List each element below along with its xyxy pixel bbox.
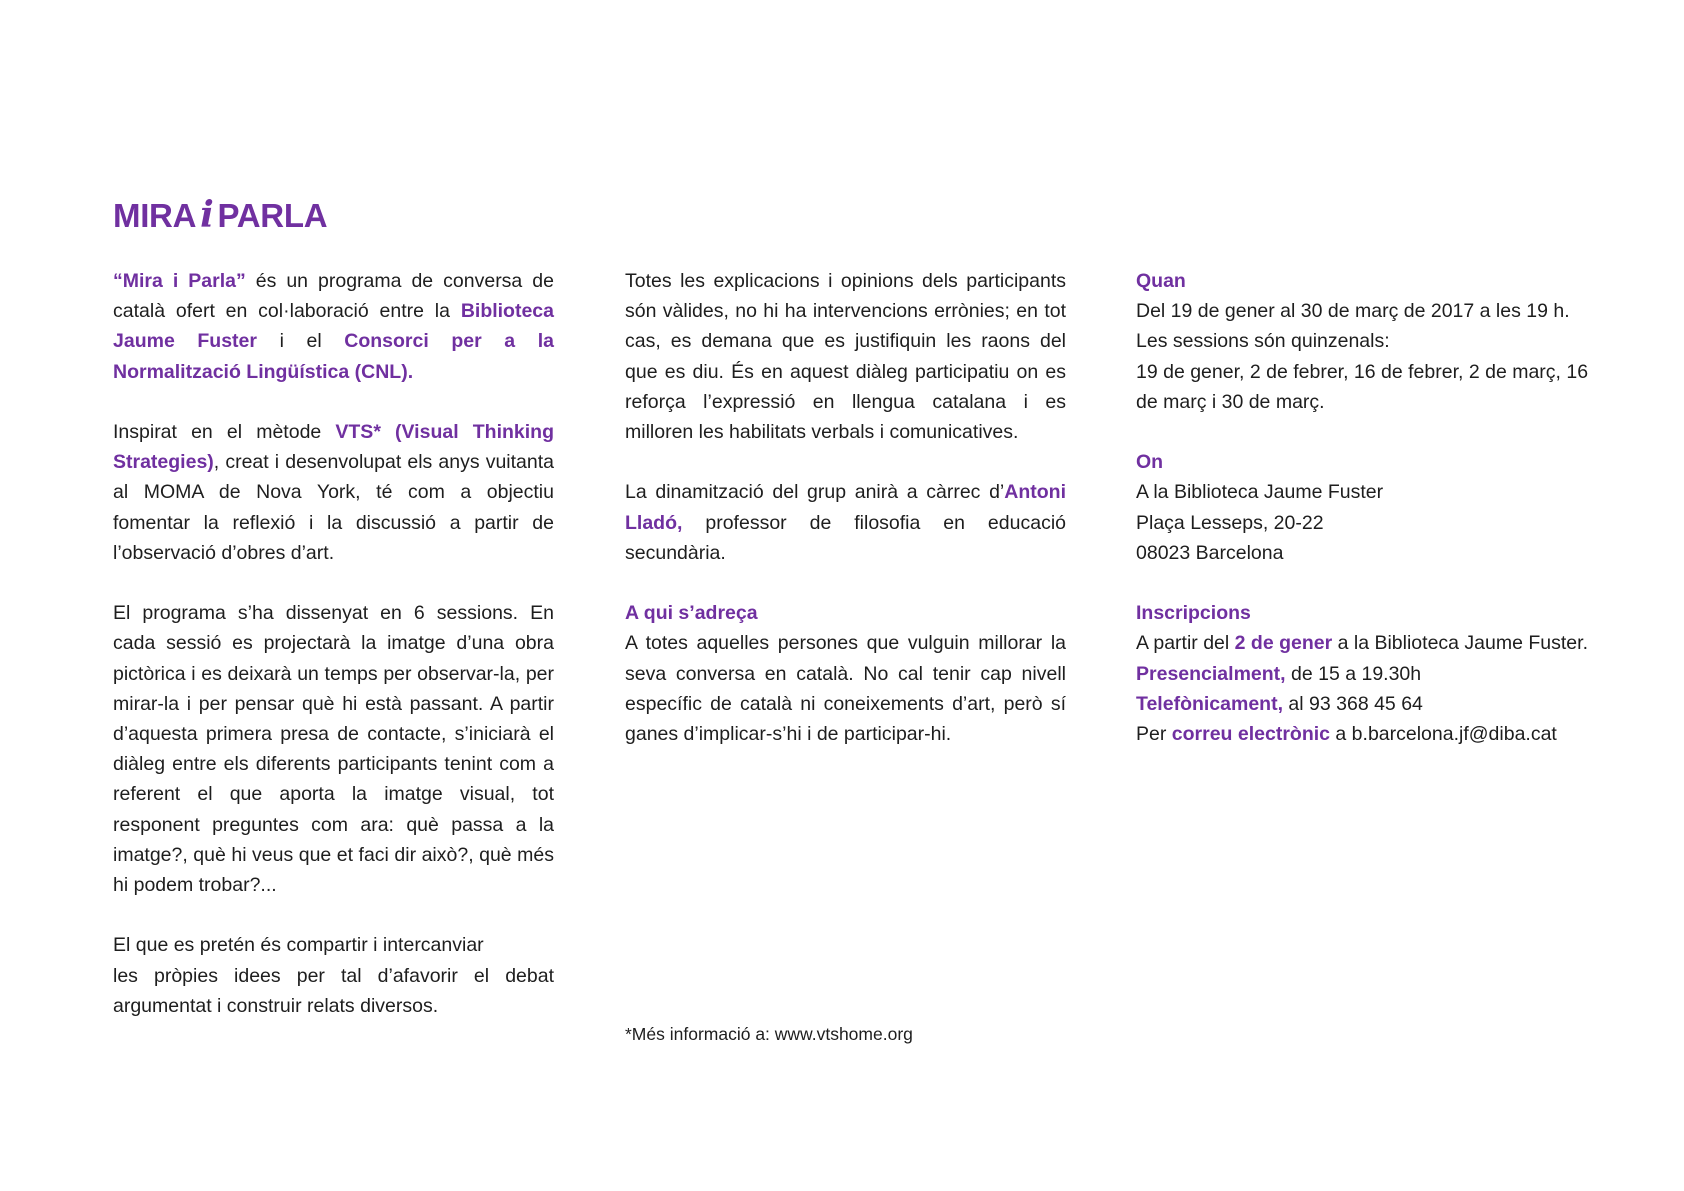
signup-text-end: a la Biblioteca Jaume Fuster.: [1332, 632, 1588, 655]
column-info: [1136, 266, 1606, 749]
facilitator-name: Antoni Lladó,: [625, 481, 1066, 534]
library-name: Biblioteca Jaume Fuster: [113, 300, 554, 353]
where-line-3: 08023 Barcelona: [1136, 541, 1284, 564]
signup-section: [1136, 598, 1606, 749]
when-heading: Quan: [1136, 270, 1186, 292]
goal-paragraph: [113, 930, 554, 1021]
signup-date: 2 de gener: [1234, 632, 1333, 655]
sessions-paragraph: El programa s’ha dissenyat en 6 sessions. En cada sessió es projectarà la imatge d’una obra pictòrica i es deixarà un temps per observar-la, per mirar-la i per pensar què hi està passant. A partir d’aquesta primera presa de contacte, s’iniciarà el diàleg entre els diferents participants tenint com a referent el que aporta la imatge visual, tot responent preguntes com ara: què passa a la imatge?, què hi veus que et faci dir això?, què més hi podem trobar?...: [113, 602, 554, 897]
column-details: [625, 266, 1066, 749]
method-text-start: Inspirat en el mètode: [113, 421, 336, 443]
facilitator-text-start: La dinamització del grup anirà a càrrec d’: [625, 481, 1005, 504]
audience-text: A totes aquelles persones que vulguin millorar la seva conversa en català. No cal tenir cap nivell específic de català ni coneixements d’art, però sí ganes d’implicar-s’hi i de participar-hi.: [625, 632, 1066, 746]
where-section: [1136, 447, 1606, 568]
signup-inperson: [1136, 659, 1606, 689]
phone-number: al 93 368 45 64: [1283, 692, 1423, 715]
goal-line-1: El que es pretén és compartir i intercanviar: [113, 934, 484, 957]
signup-email: [1136, 719, 1606, 749]
sessions-dates: 19 de gener, 2 de febrer, 16 de febrer, 2 de març, 16 de març i 30 de març.: [1136, 360, 1589, 413]
sessions-label: Les sessions són quinzenals:: [1136, 330, 1390, 353]
audience-section: [625, 598, 1066, 749]
signup-text-start: A partir del: [1136, 632, 1235, 655]
facilitator-text-end: professor de filosofia en educació secundària.: [625, 511, 1066, 564]
email-address: a b.barcelona.jf@diba.cat: [1330, 723, 1557, 746]
email-prefix: Per: [1136, 723, 1172, 746]
intro-text: és un programa de conversa de català ofert en col·laboració entre la: [113, 270, 554, 323]
signup-heading: Inscripcions: [1136, 602, 1251, 625]
where-line-1: A la Biblioteca Jaume Fuster: [1136, 481, 1384, 504]
signup-start: [1136, 628, 1606, 658]
footnote: *Més informació a: www.vtshome.org: [625, 1024, 913, 1044]
intro-connector-text: i el: [256, 330, 345, 353]
program-name: “Mira i Parla”: [113, 270, 246, 292]
vts-method-name: VTS* (Visual Thinking Strategies): [113, 421, 554, 474]
title-word-mira: MIRA: [113, 197, 197, 234]
inperson-label: Presencialment,: [1136, 662, 1286, 685]
signup-phone: [1136, 689, 1606, 719]
email-label: correu electrònic: [1171, 723, 1330, 746]
goal-line-2: les pròpies idees per tal d’afavorir el debat argumentat i construir relats diversos.: [113, 964, 554, 1017]
method-paragraph: [113, 417, 554, 568]
page-title: [113, 193, 327, 238]
method-text-end: , creat i desenvolupat els anys vuitanta al MOMA de Nova York, té com a objectiu fomentar la reflexió i la discussió a partir de l’observació d’obres d’art.: [113, 451, 554, 564]
inperson-hours: de 15 a 19.30h: [1285, 662, 1422, 685]
column-intro: [113, 266, 554, 1021]
opinions-paragraph: Totes les explicacions i opinions dels participants són vàlides, no hi ha intervencions errònies; en tot cas, es demana que es justifiquin les raons del que es diu. És en aquest diàleg participatiu on es reforça l’expressió en llengua catalana i es milloren les habilitats verbals i comunicatives.: [625, 270, 1066, 444]
audience-heading: A qui s’adreça: [625, 602, 758, 625]
when-dates: Del 19 de gener al 30 de març de 2017 a les 19 h.: [1136, 300, 1570, 323]
intro-paragraph: [113, 266, 554, 387]
consorci-name: Consorci per a la Normalització Lingüística (CNL).: [113, 330, 554, 383]
phone-label: Telefònicament,: [1136, 692, 1284, 715]
where-heading: On: [1136, 451, 1164, 474]
when-section: [1136, 266, 1606, 417]
where-line-2: Plaça Lesseps, 20-22: [1136, 511, 1324, 534]
facilitator-paragraph: [625, 477, 1066, 568]
title-connector: i: [200, 194, 214, 236]
title-word-parla: PARLA: [217, 197, 328, 234]
